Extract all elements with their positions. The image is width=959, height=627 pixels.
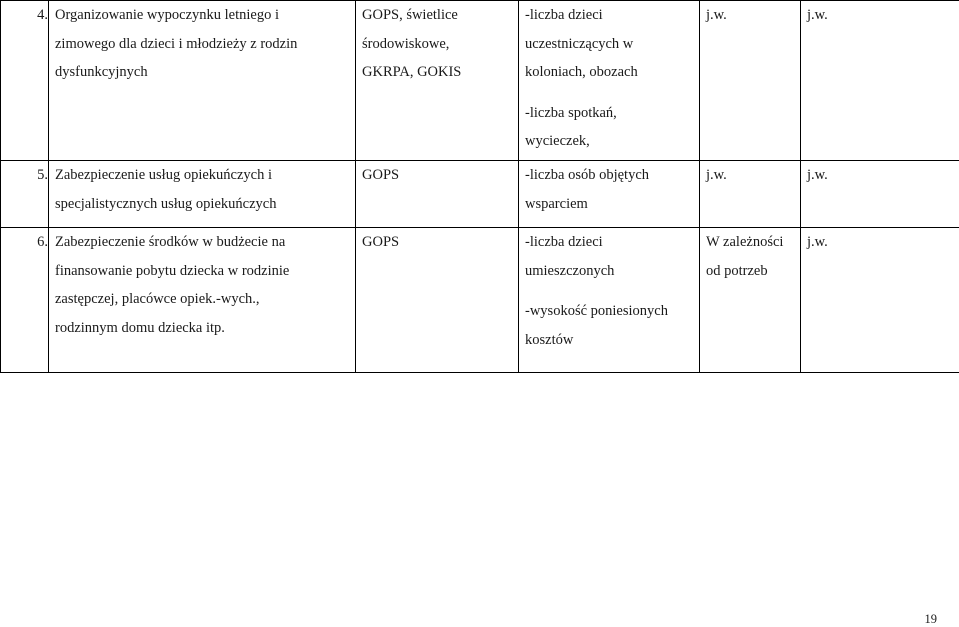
- executors-line: GOPS: [362, 234, 400, 250]
- indicator-line: kosztów: [525, 331, 574, 348]
- task-line: zimowego dla dzieci i młodzieży z rodzin: [55, 35, 298, 52]
- indicator-line: -liczba spotkań,: [525, 104, 617, 121]
- term-cell: [801, 228, 959, 373]
- executors-cell: [356, 161, 519, 228]
- term-line: j.w.: [807, 167, 828, 183]
- indicators-cell: [519, 1, 700, 161]
- funding-line: W zależności: [706, 234, 784, 250]
- task-line: zastępczej, placówce opiek.-wych.,: [55, 291, 260, 307]
- task-line: Zabezpieczenie środków w budżecie na: [55, 234, 286, 250]
- funding-line: j.w.: [706, 167, 727, 183]
- indicator-line: koloniach, obozach: [525, 64, 638, 80]
- indicator-line: wsparciem: [525, 195, 588, 212]
- indicators-cell: [519, 228, 700, 373]
- table-row: [1, 1, 959, 161]
- page-number: 19: [924, 612, 937, 626]
- funding-cell: [700, 1, 801, 161]
- term-line: j.w.: [807, 234, 828, 250]
- row-number: 4.: [1, 1, 49, 161]
- executors-line: GKRPA, GOKIS: [362, 64, 462, 80]
- row-number: 5.: [1, 161, 49, 228]
- task-line: dysfunkcyjnych: [55, 64, 148, 80]
- executors-line: GOPS, świetlice: [362, 7, 458, 23]
- task-cell: [49, 161, 356, 228]
- task-cell: [49, 228, 356, 373]
- indicator-line: uczestniczących w: [525, 35, 634, 52]
- executors-cell: [356, 228, 519, 373]
- indicator-line: -wysokość poniesionych: [525, 303, 668, 319]
- indicator-line: wycieczek,: [525, 133, 590, 149]
- task-line: rodzinnym domu dziecka itp.: [55, 319, 225, 336]
- term-cell: [801, 161, 959, 228]
- funding-cell: [700, 161, 801, 228]
- funding-line: j.w.: [706, 7, 727, 23]
- task-line: specjalistycznych usług opiekuńczych: [55, 195, 277, 212]
- executors-line: środowiskowe,: [362, 35, 450, 52]
- indicator-line: -liczba dzieci: [525, 234, 603, 250]
- task-cell: [49, 1, 356, 161]
- executors-line: GOPS: [362, 167, 400, 183]
- term-line: j.w.: [807, 7, 828, 23]
- table-row: [1, 228, 959, 373]
- indicator-line: -liczba dzieci: [525, 7, 603, 23]
- row-number: 6.: [1, 228, 49, 373]
- indicator-line: -liczba osób objętych: [525, 167, 650, 183]
- table-row: [1, 161, 959, 228]
- task-line: Organizowanie wypoczynku letniego i: [55, 7, 280, 23]
- indicators-cell: [519, 161, 700, 228]
- funding-cell: [700, 228, 801, 373]
- task-line: Zabezpieczenie usług opiekuńczych i: [55, 167, 272, 183]
- funding-line: od potrzeb: [706, 262, 768, 279]
- indicator-line: umieszczonych: [525, 262, 615, 279]
- task-line: finansowanie pobytu dziecka w rodzinie: [55, 262, 290, 279]
- executors-cell: [356, 1, 519, 161]
- term-cell: [801, 1, 959, 161]
